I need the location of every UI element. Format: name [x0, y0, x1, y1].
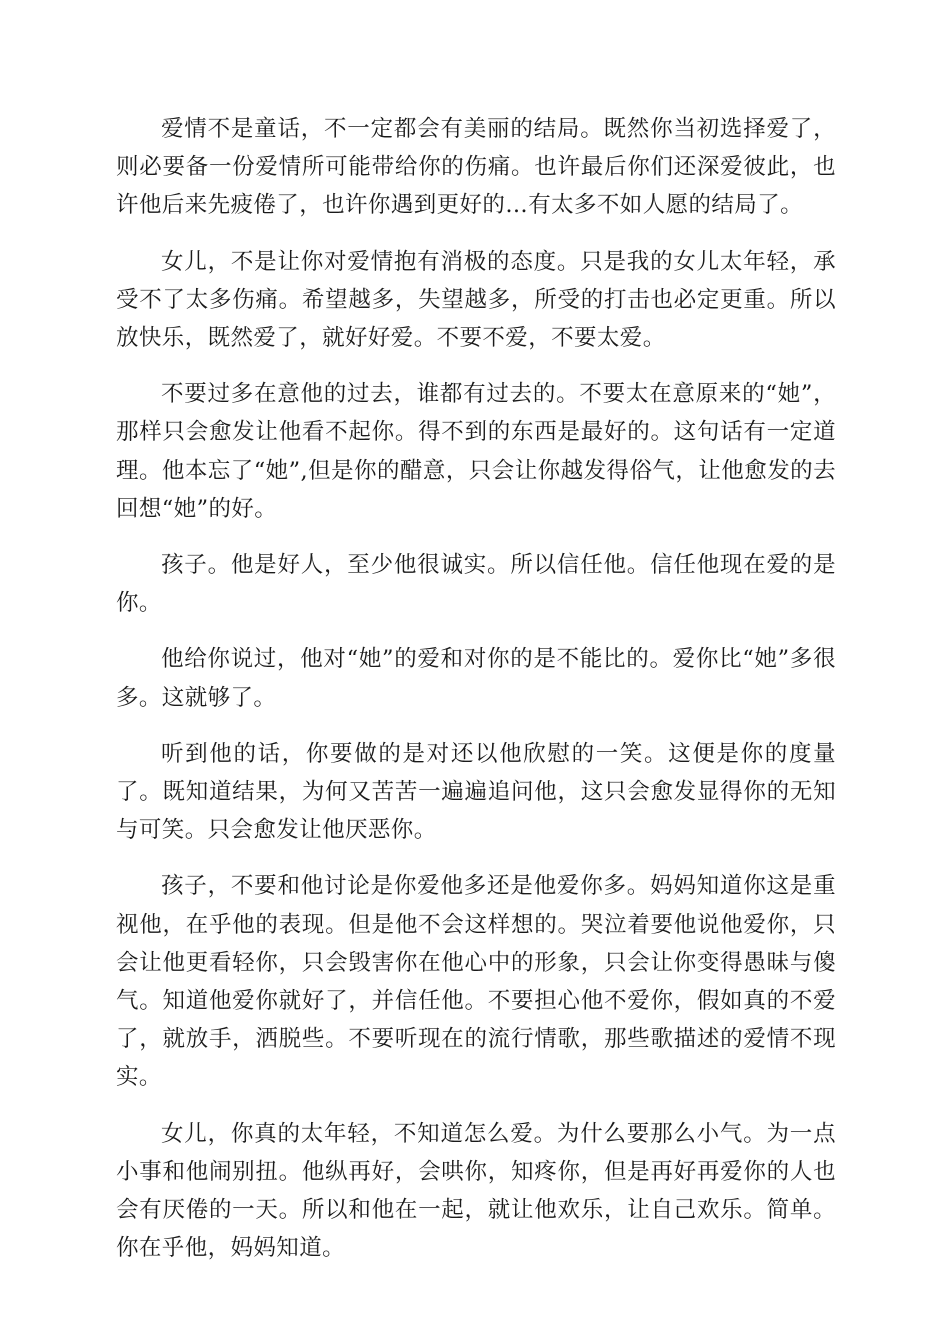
paragraph-3: 不要过多在意他的过去，谁都有过去的。不要太在意原来的“她”，那样只会愈发让他看不起你。得不到的东西是最好的。这句话有一定道理。他本忘了“她”,但是你的醋意，只会让你越发得俗气，让他愈发的去回想“她”的好。 [116, 381, 836, 522]
paragraph-2: 女儿，不是让你对爱情抱有消极的态度。只是我的女儿太年轻，承受不了太多伤痛。希望越多，失望越多，所受的打击也必定更重。所以放快乐，既然爱了，就好好爱。不要不爱，不要太爱。 [116, 248, 836, 352]
paragraph-4: 孩子。他是好人，至少他很诚实。所以信任他。信任他现在爱的是你。 [116, 552, 836, 617]
paragraph-6: 听到他的话，你要做的是对还以他欣慰的一笑。这便是你的度量了。既知道结果，为何又苦苦一遍遍追问他，这只会愈发显得你的无知与可笑。只会愈发让他厌恶你。 [116, 740, 836, 844]
paragraph-7: 孩子，不要和他讨论是你爱他多还是他爱你多。妈妈知道你这是重视他，在乎他的表现。但是他不会这样想的。哭泣着要他说他爱你，只会让他更看轻你，只会毁害你在他心中的形象，只会让你变得愚昧与傻气。知道他爱你就好了，并信任他。不要担心他不爱你，假如真的不爱了，就放手，洒脱些。不要听现在的流行情歌，那些歌描述的爱情不现实。 [116, 873, 836, 1091]
document-body [116, 110, 836, 1285]
paragraph-1: 爱情不是童话，不一定都会有美丽的结局。既然你当初选择爱了，则必要备一份爱情所可能带给你的伤痛。也许最后你们还深爱彼此，也许他后来先疲倦了，也许你遇到更好的…有太多不如人愿的结局了。 [116, 116, 836, 219]
paragraph-5: 他给你说过，他对“她”的爱和对你的是不能比的。爱你比“她”多很多。这就够了。 [116, 646, 836, 711]
paragraph-8: 女儿，你真的太年轻，不知道怎么爱。为什么要那么小气。为一点小事和他闹别扭。他纵再好，会哄你，知疼你，但是再好再爱你的人也会有厌倦的一天。所以和他在一起，就让他欢乐，让自己欢乐。简单。你在乎他，妈妈知道。 [116, 1120, 836, 1262]
